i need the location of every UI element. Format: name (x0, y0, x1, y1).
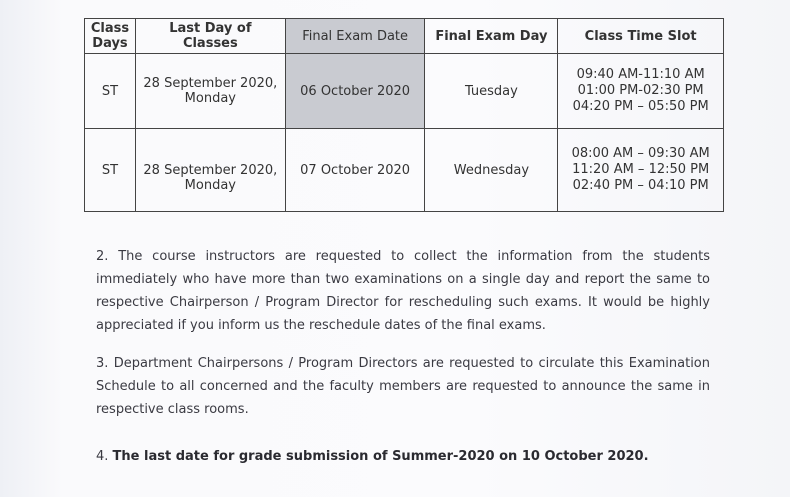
header-last-day (135, 19, 285, 54)
table-row (85, 129, 724, 212)
header-exam-day: Final Exam Day (425, 19, 558, 54)
cell-class-days: ST (85, 129, 136, 212)
table-row (85, 54, 724, 129)
cell-time-slots (558, 129, 724, 212)
cell-time-slots (558, 54, 724, 129)
header-text: Last Day of (169, 21, 252, 36)
cell-text: Monday (184, 178, 236, 193)
header-text: Classes (182, 36, 238, 51)
header-text: Days (92, 36, 128, 51)
cell-exam-date: 06 October 2020 (285, 54, 425, 129)
time-slot: 02:40 PM – 04:10 PM (572, 178, 709, 193)
cell-text: 28 September 2020, (143, 163, 278, 178)
time-slot: 09:40 AM-11:10 AM (576, 67, 705, 82)
header-exam-date: Final Exam Date (285, 19, 425, 54)
cell-exam-date: 07 October 2020 (285, 129, 425, 212)
cell-text: Monday (184, 91, 236, 106)
note-paragraph-4 (96, 445, 710, 468)
time-slot: 08:00 AM – 09:30 AM (571, 146, 710, 161)
time-slot: 01:00 PM-02:30 PM (577, 83, 704, 98)
note-4-number: 4. (96, 449, 113, 464)
cell-last-day (135, 54, 285, 129)
note-paragraph-2: 2. The course instructors are requested to collect the information from the students immediately who have more than two examinations on a single day and report the same to respective Chairperson / Program Director for rescheduling such exams. It would be highly appreciated if you inform us the reschedule dates of the final exams. (96, 249, 710, 333)
cell-text: 28 September 2020, (143, 76, 278, 91)
header-class-days (85, 19, 136, 54)
cell-class-days: ST (85, 54, 136, 129)
time-slot: 11:20 AM – 12:50 PM (572, 162, 710, 177)
grade-deadline-text: The last date for grade submission of Summer-2020 on 10 October 2020. (112, 449, 649, 464)
table-header-row (85, 19, 724, 54)
cell-exam-day: Wednesday (425, 129, 558, 212)
note-paragraph-3: 3. Department Chairpersons / Program Directors are requested to circulate this Examination Schedule to all concerned and the faculty members are requested to announce the same in respective class rooms. (96, 356, 710, 417)
cell-last-day (135, 129, 285, 212)
header-time-slot: Class Time Slot (558, 19, 724, 54)
exam-schedule-table (84, 18, 724, 212)
cell-exam-day: Tuesday (425, 54, 558, 129)
time-slot: 04:20 PM – 05:50 PM (572, 99, 709, 114)
header-text: Class (90, 21, 130, 36)
